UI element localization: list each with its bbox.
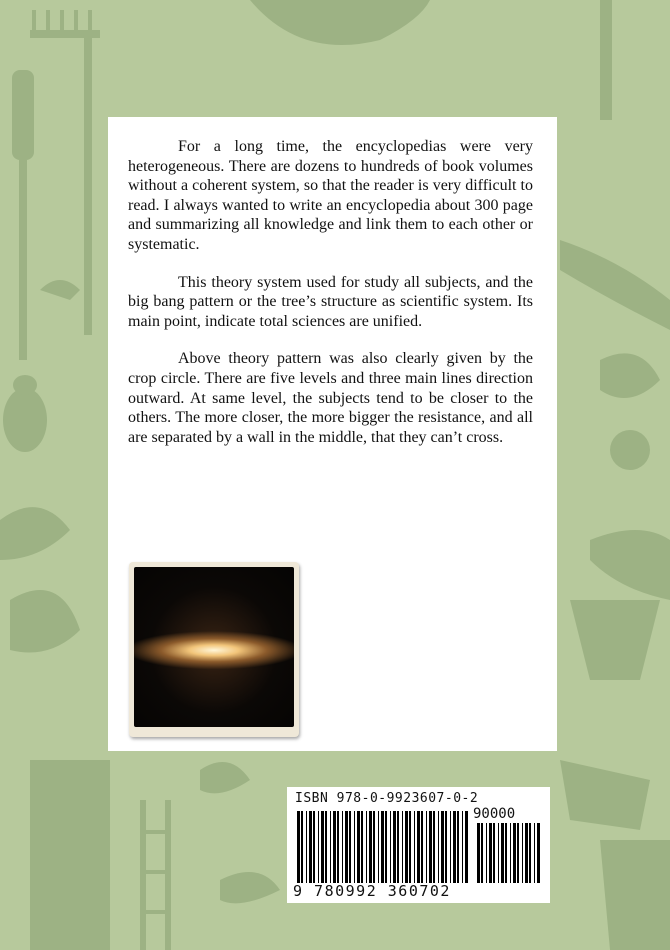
barcode-bar bbox=[489, 823, 492, 883]
barcode-bar bbox=[306, 811, 307, 883]
barcode-bar bbox=[421, 811, 423, 883]
barcode-bar bbox=[510, 823, 511, 883]
barcode-bar bbox=[405, 811, 408, 883]
barcode-bar bbox=[393, 811, 396, 883]
barcode-bar bbox=[402, 811, 403, 883]
barcode-bar bbox=[481, 823, 483, 883]
barcode-bar bbox=[453, 811, 456, 883]
barcode-bar bbox=[361, 811, 363, 883]
barcode-bar bbox=[450, 811, 451, 883]
paragraph-2: This theory system used for study all subjects, and the big bang pattern or the tree’s structure as scientific system. Its main point, indicate total sciences are unified. bbox=[128, 273, 533, 330]
barcode-bar bbox=[313, 811, 315, 883]
barcode-bar bbox=[525, 823, 528, 883]
barcode-bar bbox=[417, 811, 420, 883]
barcode-bar bbox=[465, 811, 468, 883]
paragraph-3: Above theory pattern was also clearly given by the crop circle. There are five levels and three main lines direction outward. At same level, the subjects tend to be closer to the others. The more closer, the more bigger the resistance, and all are separated by a wall in the middle, that they can’t cross. bbox=[128, 350, 533, 446]
barcode-bar bbox=[345, 811, 348, 883]
barcode-bar bbox=[429, 811, 432, 883]
isbn-label: ISBN 978-0-9923607-0-2 bbox=[295, 791, 479, 806]
barcode-bar bbox=[366, 811, 367, 883]
barcode-bar bbox=[354, 811, 355, 883]
ean-bars bbox=[297, 811, 469, 883]
barcode-bar bbox=[498, 823, 499, 883]
barcode-bar bbox=[493, 823, 495, 883]
beetle-shape bbox=[3, 388, 47, 452]
barcode-bar bbox=[357, 811, 360, 883]
barcode-bar bbox=[529, 823, 531, 883]
barcode-bar bbox=[486, 823, 487, 883]
barcode-bar bbox=[342, 811, 343, 883]
barcode-bar bbox=[445, 811, 447, 883]
barcode-bar bbox=[537, 823, 540, 883]
ean-digits: 9 780992 360702 bbox=[293, 882, 451, 900]
price-bars bbox=[477, 823, 541, 883]
text-panel bbox=[108, 117, 557, 751]
barcode-bar bbox=[297, 811, 300, 883]
body-text bbox=[128, 137, 533, 465]
barcode-bar bbox=[330, 811, 331, 883]
galaxy-photo-frame bbox=[129, 562, 299, 737]
barcode-bar bbox=[373, 811, 375, 883]
barcode-bar bbox=[522, 823, 523, 883]
barcode-bar bbox=[337, 811, 339, 883]
barcode-bar bbox=[325, 811, 327, 883]
barcode-bar bbox=[385, 811, 387, 883]
barcode-bar bbox=[534, 823, 535, 883]
barcode-bar bbox=[378, 811, 379, 883]
paragraph-1: For a long time, the encyclopedias were very heterogeneous. There are dozens to hundreds of book volumes without a coherent system, so that the reader is very difficult to read. I always wanted to write an encyclopedia about 300 page and summarizing all knowledge and link them to each other or systematic. bbox=[128, 138, 533, 253]
barcode-bar bbox=[333, 811, 336, 883]
barcode-bar bbox=[409, 811, 411, 883]
barcode-bar bbox=[505, 823, 507, 883]
barcode-bar bbox=[301, 811, 303, 883]
barcode-bar bbox=[349, 811, 351, 883]
barcode-bar bbox=[309, 811, 312, 883]
barcode-bar bbox=[426, 811, 427, 883]
barcode-bar bbox=[397, 811, 399, 883]
barcode-bar bbox=[433, 811, 435, 883]
galaxy-photo bbox=[134, 567, 294, 727]
barcode-bar bbox=[462, 811, 463, 883]
barcode-bar bbox=[441, 811, 444, 883]
barcode-bar bbox=[477, 823, 480, 883]
barcode-bar bbox=[517, 823, 519, 883]
price-code: 90000 bbox=[473, 806, 516, 822]
barcode-bar bbox=[457, 811, 459, 883]
barcode-bar bbox=[513, 823, 516, 883]
rake-handle bbox=[84, 35, 92, 335]
barcode-bar bbox=[318, 811, 319, 883]
barcode-bar bbox=[501, 823, 504, 883]
barcode-bar bbox=[438, 811, 439, 883]
isbn-barcode bbox=[287, 787, 550, 903]
barcode-bar bbox=[390, 811, 391, 883]
barcode-bar bbox=[369, 811, 372, 883]
barcode-bar bbox=[381, 811, 384, 883]
barcode-bar bbox=[414, 811, 415, 883]
barcode-bar bbox=[321, 811, 324, 883]
